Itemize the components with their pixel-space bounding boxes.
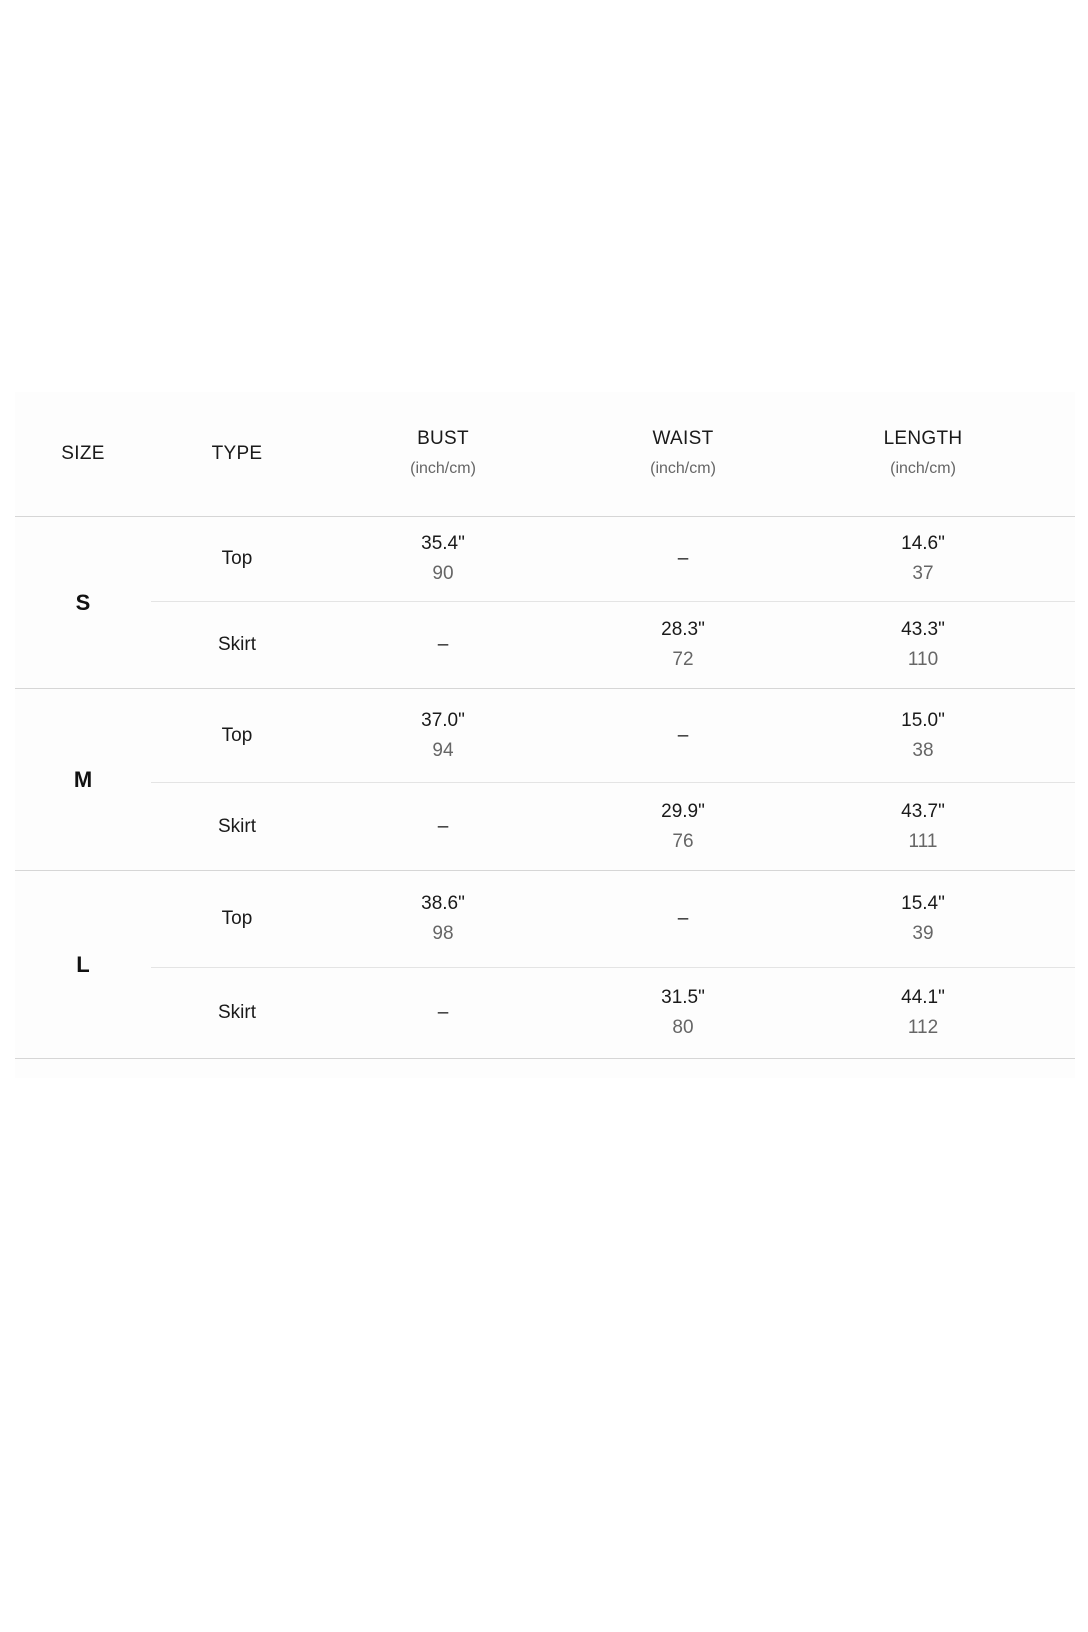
type-cell xyxy=(151,689,323,782)
table-row xyxy=(151,517,1075,601)
length-cm: 39 xyxy=(912,923,934,944)
bust-cm: 90 xyxy=(432,563,454,584)
length-cm: 111 xyxy=(908,830,938,852)
bust-cell xyxy=(323,968,563,1058)
waist-empty: – xyxy=(677,724,689,746)
type-label: Skirt xyxy=(218,634,256,655)
header-bust-unit: (inch/cm) xyxy=(410,460,476,477)
size-label-l: L xyxy=(76,951,90,977)
bust-cm: 94 xyxy=(432,739,454,761)
waist-cell xyxy=(563,783,803,870)
size-label-m: M xyxy=(73,766,93,792)
bust-inch: 37.0" xyxy=(421,709,465,731)
length-inch: 44.1" xyxy=(901,987,945,1008)
waist-cell xyxy=(563,871,803,967)
length-cm: 112 xyxy=(907,1017,939,1038)
type-label: Top xyxy=(221,724,253,746)
type-cell xyxy=(151,602,323,688)
length-cell xyxy=(803,783,1043,870)
header-length xyxy=(803,392,1043,516)
length-cell xyxy=(803,871,1043,967)
bust-empty: – xyxy=(437,815,449,837)
header-waist-unit: (inch/cm) xyxy=(650,460,716,477)
header-type xyxy=(151,392,323,516)
waist-cell xyxy=(563,968,803,1058)
type-label: Top xyxy=(221,548,253,569)
length-cm: 38 xyxy=(912,739,934,761)
waist-cell xyxy=(563,602,803,688)
waist-cm: 80 xyxy=(672,1017,694,1038)
type-label: Top xyxy=(221,908,253,929)
length-inch: 14.6" xyxy=(901,533,945,554)
table-row xyxy=(151,689,1075,782)
header-size-label: SIZE xyxy=(61,443,105,464)
type-cell xyxy=(151,968,323,1058)
size-chart-header xyxy=(15,392,1075,516)
header-waist xyxy=(563,392,803,516)
length-cell xyxy=(803,689,1043,782)
size-label-s: S xyxy=(75,589,91,615)
type-cell xyxy=(151,871,323,967)
waist-cell xyxy=(563,517,803,601)
length-cm: 37 xyxy=(912,563,934,584)
table-row xyxy=(151,871,1075,967)
bust-cm: 98 xyxy=(432,923,454,944)
length-inch: 43.3" xyxy=(901,619,945,640)
table-row xyxy=(151,968,1075,1058)
type-cell xyxy=(151,783,323,870)
waist-empty: – xyxy=(677,548,689,569)
header-type-label: TYPE xyxy=(211,443,263,464)
header-size xyxy=(15,392,151,516)
type-label: Skirt xyxy=(218,1002,256,1023)
table-row xyxy=(151,783,1075,870)
waist-cell xyxy=(563,689,803,782)
bust-empty: – xyxy=(437,634,449,655)
table-row xyxy=(151,602,1075,688)
waist-inch: 28.3" xyxy=(661,619,705,640)
divider-bottom xyxy=(15,1058,1075,1059)
waist-cm: 72 xyxy=(672,649,694,670)
bust-cell xyxy=(323,783,563,870)
bust-cell xyxy=(323,602,563,688)
type-cell xyxy=(151,517,323,601)
type-label: Skirt xyxy=(218,815,256,837)
length-cell xyxy=(803,968,1043,1058)
length-cm: 110 xyxy=(907,649,939,670)
length-inch: 15.4" xyxy=(901,893,945,914)
header-bust-label: BUST xyxy=(417,428,469,449)
size-chart xyxy=(15,392,1075,1078)
bust-inch: 35.4" xyxy=(421,533,465,554)
waist-cm: 76 xyxy=(672,830,694,852)
length-cell xyxy=(803,602,1043,688)
bust-inch: 38.6" xyxy=(421,893,465,914)
header-bust xyxy=(323,392,563,516)
bust-cell xyxy=(323,517,563,601)
header-length-label: LENGTH xyxy=(883,428,963,449)
waist-inch: 31.5" xyxy=(661,987,705,1008)
bust-cell xyxy=(323,689,563,782)
bust-empty: – xyxy=(437,1002,449,1023)
bust-cell xyxy=(323,871,563,967)
length-cell xyxy=(803,517,1043,601)
length-inch: 15.0" xyxy=(901,709,945,731)
header-waist-label: WAIST xyxy=(652,428,714,449)
header-length-unit: (inch/cm) xyxy=(890,460,956,477)
waist-inch: 29.9" xyxy=(661,800,705,822)
length-inch: 43.7" xyxy=(901,800,945,822)
waist-empty: – xyxy=(677,908,689,929)
